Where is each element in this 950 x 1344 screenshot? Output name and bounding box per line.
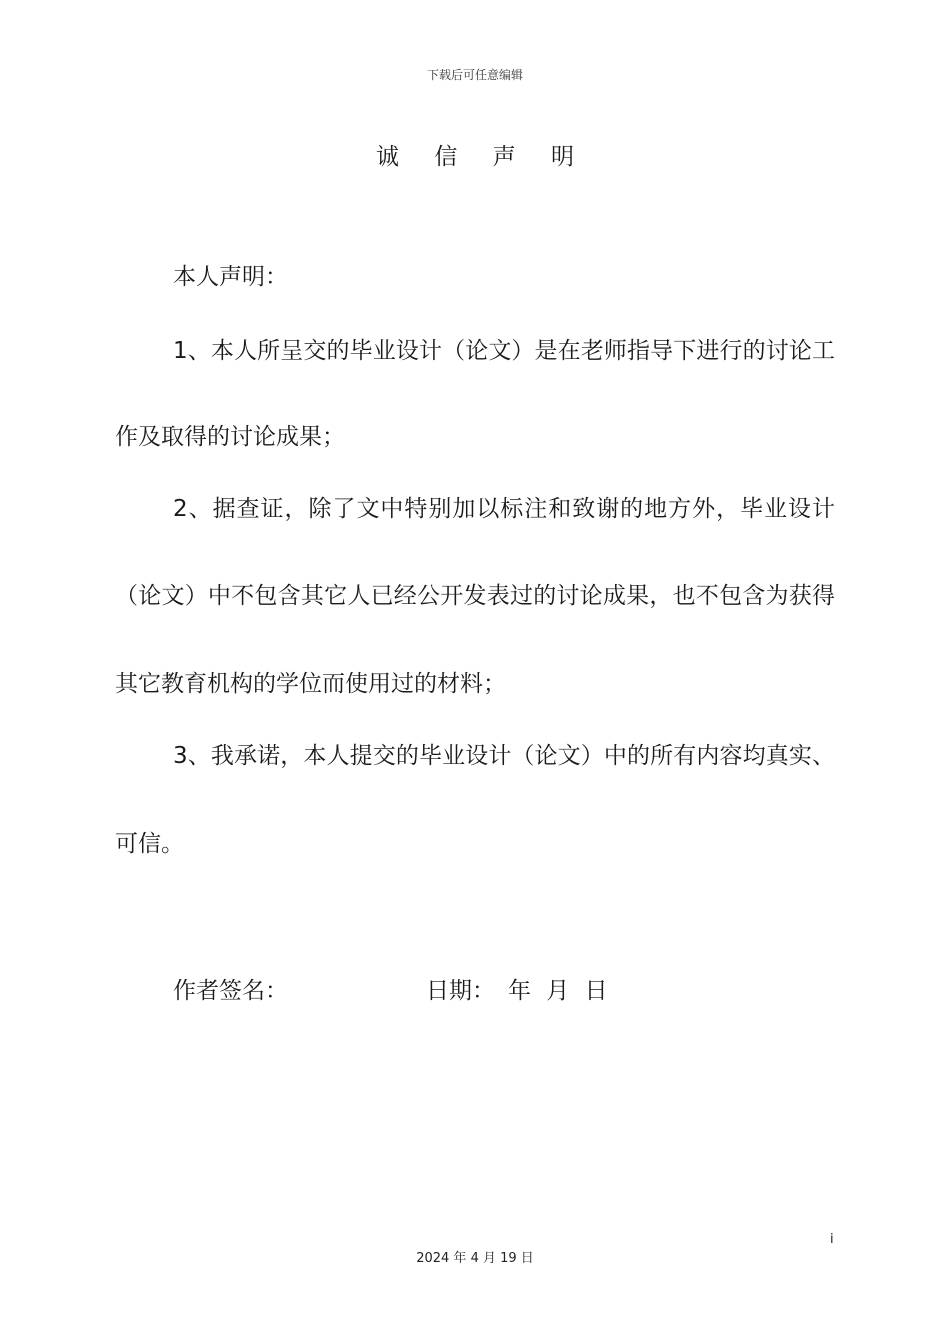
clause-3-line-1: 3、我承诺，本人提交的毕业设计（论文）中的所有内容均真实、 xyxy=(173,743,835,769)
clause-1-line-2: 作及取得的讨论成果； xyxy=(115,424,345,450)
clause-3-line-2: 可信。 xyxy=(115,831,184,857)
clause-2-line-3: 其它教育机构的学位而使用过的材料； xyxy=(115,671,506,697)
signature-label: 作者签名： xyxy=(173,978,288,1004)
clause-1-line-1: 1、本人所呈交的毕业设计（论文）是在老师指导下进行的讨论工 xyxy=(173,338,835,364)
page-title: 诚 信 声 明 xyxy=(376,144,588,170)
intro-text: 本人声明： xyxy=(173,264,288,290)
date-label: 日期： xyxy=(426,978,495,1004)
clause-2-line-1: 2、据查证，除了文中特别加以标注和致谢的地方外，毕业设计 xyxy=(173,496,835,522)
page-number: i xyxy=(830,1232,834,1247)
header-note: 下载后可任意编辑 xyxy=(426,68,523,82)
footer-date: 2024 年 4 月 19 日 xyxy=(416,1251,534,1266)
clause-2-line-2: （论文）中不包含其它人已经公开发表过的讨论成果，也不包含为获得 xyxy=(115,583,835,609)
date-ymd: 年 月 日 xyxy=(508,978,612,1004)
